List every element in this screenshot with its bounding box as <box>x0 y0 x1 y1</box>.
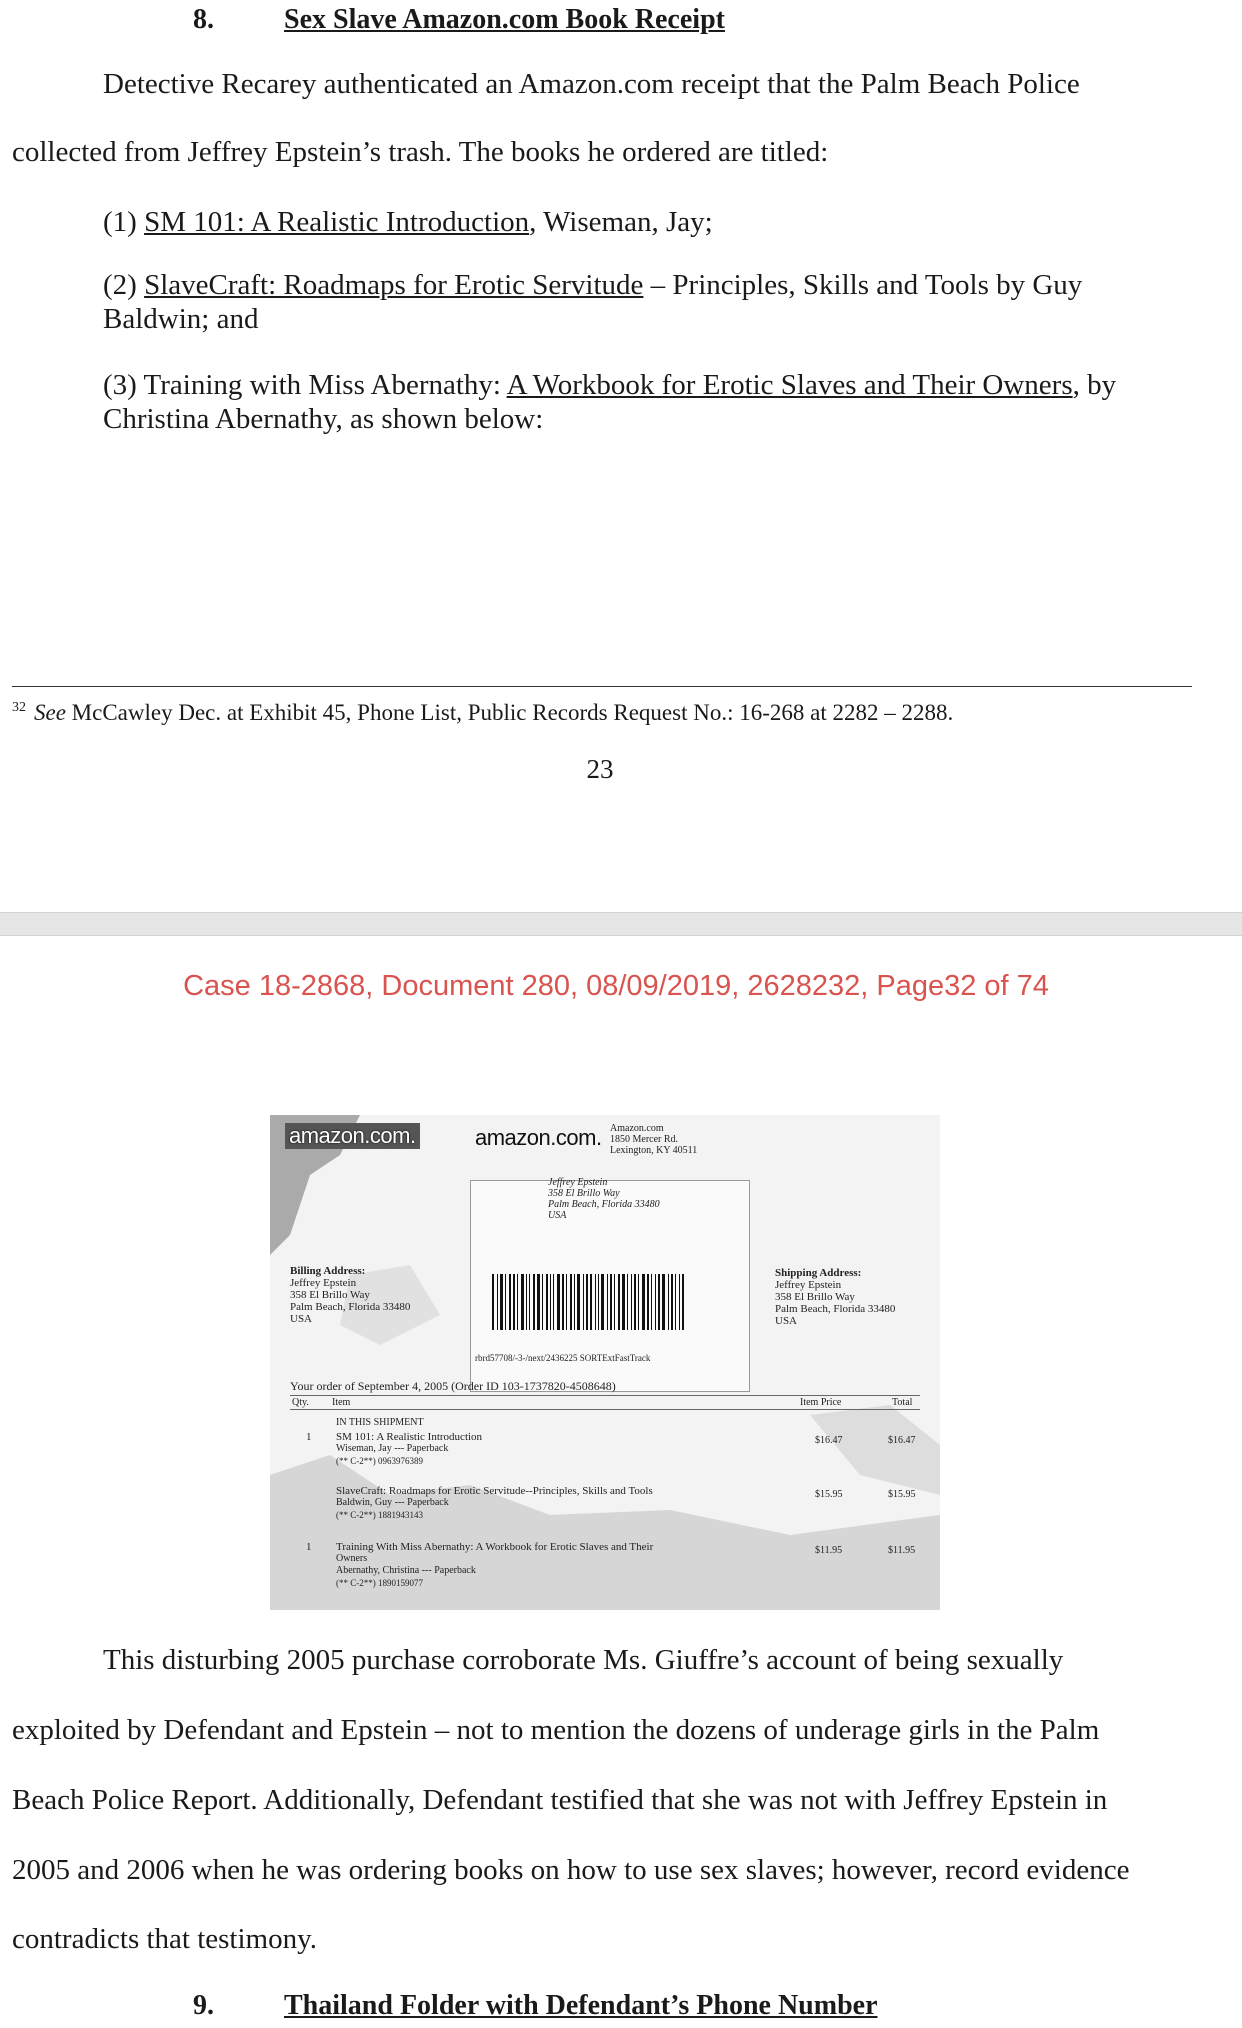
barcode-bar <box>521 1274 524 1330</box>
tracking-code: rbrd57708/-3-/next/2436225 SORTExtFastTrack <box>475 1353 651 1363</box>
line-2-total: $15.95 <box>888 1489 916 1500</box>
intro-line-1: Detective Recarey authenticated an Amazon.com receipt that the Palm Beach Police <box>103 68 1080 100</box>
barcode-bar <box>658 1274 660 1330</box>
body-line-3: Beach Police Report. Additionally, Defendant testified that she was not with Jeffrey Epstein in <box>12 1784 1108 1816</box>
sender-address: Amazon.com 1850 Mercer Rd. Lexington, KY 40511 <box>610 1123 698 1156</box>
section-number: 8. <box>193 4 214 35</box>
barcode-bar <box>553 1274 554 1330</box>
line-1-price: $16.47 <box>815 1435 843 1446</box>
barcode-bar <box>642 1274 645 1330</box>
barcode-bar <box>529 1274 530 1330</box>
barcode-bar <box>517 1274 518 1330</box>
barcode-bar <box>651 1274 652 1330</box>
book-title-2: SlaveCraft: Roadmaps for Erotic Servitude <box>144 269 644 301</box>
footnote-separator <box>12 686 1192 687</box>
barcode-bar <box>566 1274 567 1330</box>
col-qty: Qty. <box>292 1397 309 1408</box>
amazon-logo-left: amazon.com. <box>285 1123 420 1149</box>
barcode-bar <box>618 1274 620 1330</box>
barcode-bar <box>595 1274 596 1330</box>
line-3-qty: 1 <box>306 1541 312 1553</box>
line-2-item: SlaveCraft: Roadmaps for Erotic Servitude--Principles, Skills and Tools Baldwin, Guy --- Paperback (** C-2**) 1881943143 <box>336 1485 653 1520</box>
line-1-qty: 1 <box>306 1431 312 1443</box>
barcode-bar <box>607 1274 608 1330</box>
in-shipment-label: IN THIS SHIPMENT <box>336 1417 424 1428</box>
body-line-4: 2005 and 2006 when he was ordering books on how to use sex slaves; however, record evidence <box>12 1854 1130 1886</box>
barcode-bar <box>505 1274 506 1330</box>
page-number: 23 <box>586 754 614 784</box>
barcode-bar <box>546 1274 548 1330</box>
barcode-bar <box>557 1274 560 1330</box>
barcode-bar <box>542 1274 543 1330</box>
col-total: Total <box>892 1397 913 1408</box>
body-line-2: exploited by Defendant and Epstein – not to mention the dozens of underage girls in the Palm <box>12 1714 1100 1746</box>
barcode-bar <box>570 1274 572 1330</box>
barcode-bar <box>627 1274 628 1330</box>
document-page-23 <box>0 0 1242 912</box>
barcode-bar <box>610 1274 612 1330</box>
col-item: Item <box>332 1397 351 1408</box>
next-section-title: Thailand Folder with Defendant’s Phone Number <box>284 1990 878 2021</box>
recipient-address: Jeffrey Epstein 358 El Brillo Way Palm Beach, Florida 33480 USA <box>548 1177 660 1221</box>
barcode-bar <box>614 1274 615 1330</box>
barcode-bar <box>492 1274 494 1330</box>
body-line-5: contradicts that testimony. <box>12 1923 317 1955</box>
barcode-bar <box>533 1274 535 1330</box>
line-1-item: SM 101: A Realistic Introduction Wiseman, Jay --- Paperback (** C-2**) 0963976389 <box>336 1431 483 1466</box>
barcode-bar <box>577 1274 580 1330</box>
line-3-price: $11.95 <box>815 1545 843 1556</box>
barcode-bar <box>675 1274 676 1330</box>
amazon-receipt-image <box>270 1115 940 1610</box>
barcode-bar <box>583 1274 584 1330</box>
book-item-2: (2) SlaveCraft: Roadmaps for Erotic Servitude – Principles, Skills and Tools by Guy Baldwin; and <box>103 269 1083 335</box>
barcode-bar <box>634 1274 636 1330</box>
billing-address: Billing Address: Jeffrey Epstein 358 El Brillo Way Palm Beach, Florida 33480 USA <box>290 1265 411 1325</box>
barcode <box>492 1270 692 1330</box>
barcode-bar <box>668 1274 669 1330</box>
footnote-number: 32 <box>12 700 26 716</box>
shipping-address: Shipping Address: Jeffrey Epstein 358 El Brillo Way Palm Beach, Florida 33480 USA <box>775 1267 896 1327</box>
barcode-bar <box>526 1274 527 1330</box>
barcode-bar <box>550 1274 551 1330</box>
amazon-logo-center: amazon.com. <box>475 1125 602 1150</box>
barcode-bar <box>497 1274 498 1330</box>
section-heading <box>0 0 1242 40</box>
intro-line-2: collected from Jeffrey Epstein’s trash. The books he ordered are titled: <box>12 136 829 168</box>
barcode-bar <box>647 1274 649 1330</box>
line-2-price: $15.95 <box>815 1489 843 1500</box>
next-section-number: 9. <box>193 1990 214 2021</box>
barcode-bar <box>631 1274 632 1330</box>
next-section-heading <box>0 1988 1242 2028</box>
barcode-bar <box>598 1274 599 1330</box>
barcode-bar <box>679 1274 680 1330</box>
book-title-1: SM 101: A Realistic Introduction <box>144 206 530 238</box>
barcode-bar <box>574 1274 575 1330</box>
col-price: Item Price <box>800 1397 842 1408</box>
barcode-bar <box>682 1274 684 1330</box>
order-rule <box>290 1395 920 1396</box>
line-3-total: $11.95 <box>888 1545 916 1556</box>
barcode-bar <box>513 1274 515 1330</box>
page-divider <box>0 912 1242 936</box>
barcode-bar <box>622 1274 625 1330</box>
barcode-bar <box>638 1274 639 1330</box>
barcode-bar <box>586 1274 588 1330</box>
order-line: Your order of September 4, 2005 (Order ID 103-1737820-4508648) <box>290 1379 616 1393</box>
barcode-bar <box>601 1274 604 1330</box>
barcode-bar <box>500 1274 503 1330</box>
barcode-bar <box>562 1274 564 1330</box>
footnote-32: $^{32}$ See McCawley Dec. at Exhibit 45, Phone List, Public Records Request No.: 16-268 at 2282 – 2288. <box>12 700 954 725</box>
line-1-total: $16.47 <box>888 1435 916 1446</box>
book-item-3: (3) Training with Miss Abernathy: A Workbook for Erotic Slaves and Their Owners, by Christina Abernathy, as shown below: <box>103 369 1117 435</box>
barcode-bar <box>671 1274 673 1330</box>
book-title-3: A Workbook for Erotic Slaves and Their Owners <box>506 369 1073 401</box>
body-line-1: This disturbing 2005 purchase corroborate Ms. Giuffre’s account of being sexually <box>103 1644 1064 1676</box>
barcode-bar <box>662 1274 665 1330</box>
line-3-item: Training With Miss Abernathy: A Workbook for Erotic Slaves and Their Owners Abernathy, Christina --- Paperback (** C-2**) 1890159077 <box>336 1541 654 1588</box>
column-rule <box>290 1409 920 1410</box>
barcode-bar <box>509 1274 511 1330</box>
section-title: Sex Slave Amazon.com Book Receipt <box>284 4 725 35</box>
barcode-bar <box>655 1274 656 1330</box>
barcode-bar <box>537 1274 540 1330</box>
barcode-bar <box>590 1274 592 1330</box>
book-item-1: (1) SM 101: A Realistic Introduction, Wiseman, Jay; <box>103 206 713 238</box>
case-header: Case 18-2868, Document 280, 08/09/2019, 2628232, Page32 of 74 <box>183 970 1049 1002</box>
